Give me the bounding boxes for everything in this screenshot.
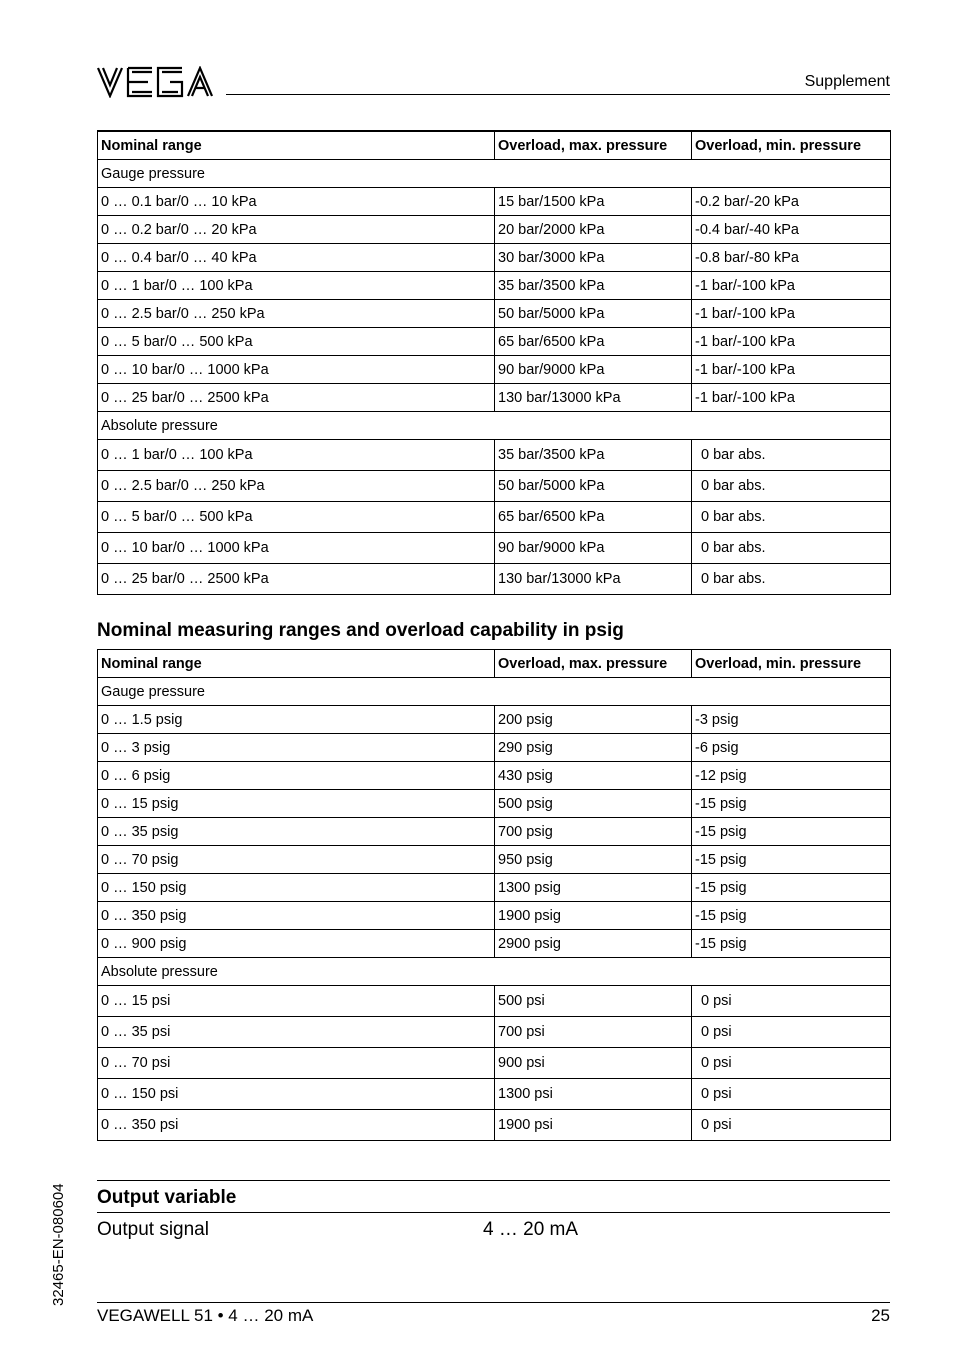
cell-overload-min: -15 psig <box>692 818 891 846</box>
cell-nominal-range: 0 … 3 psig <box>98 734 495 762</box>
table-row <box>98 706 891 734</box>
header-nominal-range: Nominal range <box>98 650 495 678</box>
cell-overload-max: 700 psi <box>495 1017 692 1048</box>
cell-nominal-range: 0 … 1 bar/0 … 100 kPa <box>98 272 495 300</box>
group-label-gauge-pressure: Gauge pressure <box>98 160 891 188</box>
cell-overload-min: 0 bar abs. <box>692 502 891 533</box>
cell-overload-max: 65 bar/6500 kPa <box>495 328 692 356</box>
cell-overload-max: 30 bar/3000 kPa <box>495 244 692 272</box>
cell-nominal-range: 0 … 6 psig <box>98 762 495 790</box>
table-row <box>98 533 891 564</box>
cell-overload-max: 35 bar/3500 kPa <box>495 440 692 471</box>
group-row-gauge <box>98 160 891 188</box>
cell-overload-max: 130 bar/13000 kPa <box>495 384 692 412</box>
group-row-absolute <box>98 958 891 986</box>
group-label-absolute-pressure: Absolute pressure <box>98 412 891 440</box>
cell-overload-min: -3 psig <box>692 706 891 734</box>
footer-page-number: 25 <box>871 1306 890 1325</box>
cell-overload-min: -15 psig <box>692 930 891 958</box>
table-row <box>98 502 891 533</box>
cell-nominal-range: 0 … 0.2 bar/0 … 20 kPa <box>98 216 495 244</box>
cell-overload-min: 0 psi <box>692 1079 891 1110</box>
cell-overload-min: -15 psig <box>692 874 891 902</box>
cell-overload-max: 130 bar/13000 kPa <box>495 564 692 595</box>
cell-overload-min: -6 psig <box>692 734 891 762</box>
table-row <box>98 762 891 790</box>
cell-overload-max: 500 psi <box>495 986 692 1017</box>
output-signal-label: Output signal <box>97 1219 209 1240</box>
cell-overload-min: 0 bar abs. <box>692 440 891 471</box>
cell-nominal-range: 0 … 70 psi <box>98 1048 495 1079</box>
cell-nominal-range: 0 … 5 bar/0 … 500 kPa <box>98 328 495 356</box>
table-row <box>98 1048 891 1079</box>
cell-overload-min: -1 bar/-100 kPa <box>692 356 891 384</box>
cell-nominal-range: 0 … 35 psi <box>98 1017 495 1048</box>
cell-nominal-range: 0 … 900 psig <box>98 930 495 958</box>
table-row <box>98 790 891 818</box>
header-overload-min: Overload, min. pressure <box>692 650 891 678</box>
cell-overload-max: 290 psig <box>495 734 692 762</box>
cell-nominal-range: 0 … 150 psi <box>98 1079 495 1110</box>
cell-overload-max: 1900 psi <box>495 1110 692 1141</box>
table-row <box>98 440 891 471</box>
table-row <box>98 846 891 874</box>
table-row <box>98 216 891 244</box>
cell-overload-max: 500 psig <box>495 790 692 818</box>
cell-overload-min: -12 psig <box>692 762 891 790</box>
table-row <box>98 384 891 412</box>
cell-nominal-range: 0 … 10 bar/0 … 1000 kPa <box>98 356 495 384</box>
cell-overload-min: -1 bar/-100 kPa <box>692 384 891 412</box>
group-row-absolute <box>98 412 891 440</box>
cell-overload-max: 1300 psig <box>495 874 692 902</box>
cell-overload-max: 1900 psig <box>495 902 692 930</box>
cell-overload-max: 35 bar/3500 kPa <box>495 272 692 300</box>
cell-nominal-range: 0 … 1.5 psig <box>98 706 495 734</box>
cell-overload-min: 0 psi <box>692 1110 891 1141</box>
group-label-absolute-pressure: Absolute pressure <box>98 958 891 986</box>
group-label-gauge-pressure: Gauge pressure <box>98 678 891 706</box>
cell-overload-max: 20 bar/2000 kPa <box>495 216 692 244</box>
cell-nominal-range: 0 … 10 bar/0 … 1000 kPa <box>98 533 495 564</box>
output-title-rule <box>97 1212 890 1213</box>
cell-overload-max: 65 bar/6500 kPa <box>495 502 692 533</box>
cell-nominal-range: 0 … 25 bar/0 … 2500 kPa <box>98 384 495 412</box>
cell-overload-min: -0.2 bar/-20 kPa <box>692 188 891 216</box>
output-top-rule <box>97 1180 890 1181</box>
cell-nominal-range: 0 … 35 psig <box>98 818 495 846</box>
table-row <box>98 471 891 502</box>
cell-overload-max: 50 bar/5000 kPa <box>495 471 692 502</box>
cell-nominal-range: 0 … 15 psig <box>98 790 495 818</box>
group-row-gauge <box>98 678 891 706</box>
cell-overload-min: 0 psi <box>692 986 891 1017</box>
table-header-row <box>98 131 891 160</box>
cell-nominal-range: 0 … 25 bar/0 … 2500 kPa <box>98 564 495 595</box>
vega-logo <box>96 66 214 98</box>
cell-nominal-range: 0 … 0.4 bar/0 … 40 kPa <box>98 244 495 272</box>
document-code: 32465-EN-080604 <box>50 1183 67 1306</box>
cell-overload-max: 700 psig <box>495 818 692 846</box>
cell-overload-max: 1300 psi <box>495 1079 692 1110</box>
cell-overload-min: 0 bar abs. <box>692 564 891 595</box>
cell-overload-min: -1 bar/-100 kPa <box>692 272 891 300</box>
cell-nominal-range: 0 … 2.5 bar/0 … 250 kPa <box>98 300 495 328</box>
cell-nominal-range: 0 … 350 psi <box>98 1110 495 1141</box>
table-row <box>98 356 891 384</box>
cell-overload-min: -15 psig <box>692 790 891 818</box>
cell-overload-max: 900 psi <box>495 1048 692 1079</box>
cell-nominal-range: 0 … 350 psig <box>98 902 495 930</box>
header-rule <box>226 94 890 95</box>
cell-nominal-range: 0 … 5 bar/0 … 500 kPa <box>98 502 495 533</box>
bar-kpa-overload-table <box>97 130 891 595</box>
cell-overload-max: 90 bar/9000 kPa <box>495 356 692 384</box>
output-variable-title: Output variable <box>97 1187 237 1208</box>
cell-overload-max: 200 psig <box>495 706 692 734</box>
table-row <box>98 564 891 595</box>
cell-overload-min: -0.4 bar/-40 kPa <box>692 216 891 244</box>
cell-overload-max: 90 bar/9000 kPa <box>495 533 692 564</box>
cell-overload-min: 0 bar abs. <box>692 533 891 564</box>
header-overload-max: Overload, max. pressure <box>495 650 692 678</box>
cell-overload-max: 2900 psig <box>495 930 692 958</box>
psig-section-title: Nominal measuring ranges and overload capability in psig <box>97 620 624 641</box>
cell-overload-min: -0.8 bar/-80 kPa <box>692 244 891 272</box>
cell-overload-min: -15 psig <box>692 846 891 874</box>
cell-overload-min: 0 bar abs. <box>692 471 891 502</box>
cell-nominal-range: 0 … 2.5 bar/0 … 250 kPa <box>98 471 495 502</box>
cell-overload-max: 430 psig <box>495 762 692 790</box>
table-row <box>98 272 891 300</box>
table-row <box>98 300 891 328</box>
cell-nominal-range: 0 … 150 psig <box>98 874 495 902</box>
cell-nominal-range: 0 … 15 psi <box>98 986 495 1017</box>
table-row <box>98 930 891 958</box>
table-row <box>98 188 891 216</box>
output-signal-value: 4 … 20 mA <box>483 1219 579 1240</box>
footer-rule <box>97 1302 890 1303</box>
cell-nominal-range: 0 … 1 bar/0 … 100 kPa <box>98 440 495 471</box>
cell-nominal-range: 0 … 70 psig <box>98 846 495 874</box>
header-overload-min: Overload, min. pressure <box>692 131 891 160</box>
table-row <box>98 244 891 272</box>
table-row <box>98 902 891 930</box>
psig-overload-table <box>97 649 891 1141</box>
header-section-label: Supplement <box>804 73 890 90</box>
cell-overload-min: -15 psig <box>692 902 891 930</box>
cell-nominal-range: 0 … 0.1 bar/0 … 10 kPa <box>98 188 495 216</box>
footer-product: VEGAWELL 51 • 4 … 20 mA <box>97 1306 314 1325</box>
table-row <box>98 734 891 762</box>
table-row <box>98 1110 891 1141</box>
table-header-row <box>98 650 891 678</box>
cell-overload-max: 15 bar/1500 kPa <box>495 188 692 216</box>
header-nominal-range: Nominal range <box>98 131 495 160</box>
cell-overload-max: 950 psig <box>495 846 692 874</box>
header-overload-max: Overload, max. pressure <box>495 131 692 160</box>
table-row <box>98 1017 891 1048</box>
cell-overload-min: 0 psi <box>692 1048 891 1079</box>
table-row <box>98 818 891 846</box>
cell-overload-min: -1 bar/-100 kPa <box>692 328 891 356</box>
cell-overload-min: -1 bar/-100 kPa <box>692 300 891 328</box>
table-row <box>98 874 891 902</box>
table-row <box>98 328 891 356</box>
table-row <box>98 986 891 1017</box>
cell-overload-max: 50 bar/5000 kPa <box>495 300 692 328</box>
table-row <box>98 1079 891 1110</box>
cell-overload-min: 0 psi <box>692 1017 891 1048</box>
